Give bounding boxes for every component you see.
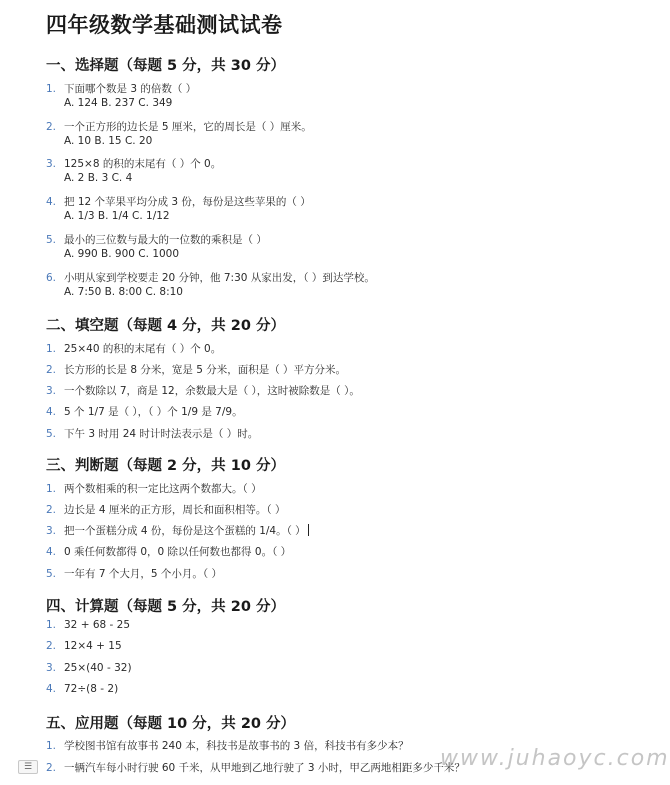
- question-number: 3.: [46, 525, 57, 537]
- section-heading-choice: 一、选择题（每题 5 分，共 30 分）: [46, 58, 285, 74]
- question-number: 6.: [46, 272, 57, 284]
- question-item: [46, 383, 360, 398]
- question-text: 长方形的长是 8 分米，宽是 5 分米，面积是（ ）平方分米。: [64, 364, 347, 376]
- section-heading-fill: 二、填空题（每题 4 分，共 20 分）: [46, 318, 285, 334]
- question-text: 12×4 + 15: [64, 640, 122, 652]
- question-number: 5.: [46, 234, 57, 246]
- question-text: 5 个 1/7 是（ ），（ ）个 1/9 是 7/9。: [64, 406, 243, 418]
- question-item: [46, 119, 312, 134]
- question-options: A. 10 B. 15 C. 20: [64, 135, 153, 147]
- question-item: [46, 341, 221, 356]
- question-text: 下面哪个数是 3 的倍数（ ）: [64, 83, 197, 95]
- question-number: 2.: [46, 364, 57, 376]
- question-item: [46, 683, 118, 695]
- page-title: 四年级数学基础测试试卷: [46, 13, 283, 37]
- question-text: 一辆汽车每小时行驶 60 千米，从甲地到乙地行驶了 3 小时，甲乙两地相距多少千米？: [64, 762, 465, 774]
- question-text: 边长是 4 厘米的正方形，周长和面积相等。（ ）: [64, 504, 286, 516]
- question-options: A. 7:50 B. 8:00 C. 8:10: [64, 286, 183, 298]
- question-number: 2.: [46, 504, 57, 516]
- question-number: 2.: [46, 640, 57, 652]
- question-number: 4.: [46, 546, 57, 558]
- question-item: [46, 619, 130, 631]
- question-item: [46, 362, 346, 377]
- question-text: 72÷(8 - 2): [64, 683, 119, 695]
- question-item: [46, 404, 243, 419]
- question-text: 0 乘任何数都得 0，0 除以任何数也都得 0。（ ）: [64, 546, 292, 558]
- question-text: 两个数相乘的积一定比这两个数都大。（ ）: [64, 483, 262, 495]
- question-item: [46, 232, 267, 247]
- question-options: A. 124 B. 237 C. 349: [64, 97, 173, 109]
- question-options: A. 2 B. 3 C. 4: [64, 172, 133, 184]
- question-text: 最小的三位数与最大的一位数的乘积是（ ）: [64, 234, 267, 246]
- question-item: [46, 426, 258, 441]
- question-item: [46, 81, 196, 96]
- question-item: [46, 738, 409, 753]
- text-cursor: [308, 524, 309, 536]
- question-item: [46, 662, 132, 674]
- question-options: A. 990 B. 900 C. 1000: [64, 248, 180, 260]
- question-item: [46, 481, 262, 496]
- question-number: 1.: [46, 483, 57, 495]
- question-number: 4.: [46, 196, 57, 208]
- section-heading-judge: 三、判断题（每题 2 分，共 10 分）: [46, 458, 285, 474]
- question-number: 1.: [46, 740, 57, 752]
- question-text: 一个正方形的边长是 5 厘米，它的周长是（ ）厘米。: [64, 121, 312, 133]
- question-number: 3.: [46, 385, 57, 397]
- question-text: 25×40 的积的末尾有（ ）个 0。: [64, 343, 222, 355]
- question-item: [46, 760, 465, 775]
- question-number: 1.: [46, 343, 57, 355]
- list-icon[interactable]: ☰: [18, 760, 38, 774]
- section-heading-calc: 四、计算题（每题 5 分，共 20 分）: [46, 599, 285, 615]
- question-number: 5.: [46, 568, 57, 580]
- question-text: 下午 3 时用 24 时计时法表示是（ ）时。: [64, 428, 259, 440]
- question-number: 2.: [46, 762, 57, 774]
- question-options: A. 1/3 B. 1/4 C. 1/12: [64, 210, 170, 222]
- question-text: 25×(40 - 32): [64, 662, 132, 674]
- question-text: 把一个蛋糕分成 4 份，每份是这个蛋糕的 1/4。（ ）: [64, 525, 306, 537]
- question-item: [46, 523, 309, 538]
- question-text: 125×8 的积的末尾有（ ）个 0。: [64, 158, 222, 170]
- question-text: 一个数除以 7，商是 12，余数最大是（ ），这时被除数是（ ）。: [64, 385, 360, 397]
- question-number: 1.: [46, 619, 57, 631]
- question-number: 2.: [46, 121, 57, 133]
- question-text: 小明从家到学校要走 20 分钟，他 7:30 从家出发，（ ）到达学校。: [64, 272, 375, 284]
- question-text: 一年有 7 个大月，5 个小月。（ ）: [64, 568, 222, 580]
- question-text: 把 12 个苹果平均分成 3 份，每份是这些苹果的（ ）: [64, 196, 311, 208]
- question-item: [46, 194, 311, 209]
- section-heading-word-problems: 五、应用题（每题 10 分，共 20 分）: [46, 716, 296, 732]
- question-text: 32 + 68 - 25: [64, 619, 131, 631]
- question-item: [46, 502, 285, 517]
- question-item: [46, 566, 222, 581]
- question-item: [46, 270, 375, 285]
- question-item: [46, 544, 291, 559]
- question-number: 4.: [46, 406, 57, 418]
- question-number: 5.: [46, 428, 57, 440]
- question-number: 3.: [46, 662, 57, 674]
- question-number: 4.: [46, 683, 57, 695]
- question-item: [46, 640, 122, 652]
- watermark: www.juhaoyc.com: [440, 746, 670, 771]
- question-number: 3.: [46, 158, 57, 170]
- question-text: 学校图书馆有故事书 240 本，科技书是故事书的 3 倍，科技书有多少本？: [64, 740, 409, 752]
- question-number: 1.: [46, 83, 57, 95]
- question-item: [46, 156, 221, 171]
